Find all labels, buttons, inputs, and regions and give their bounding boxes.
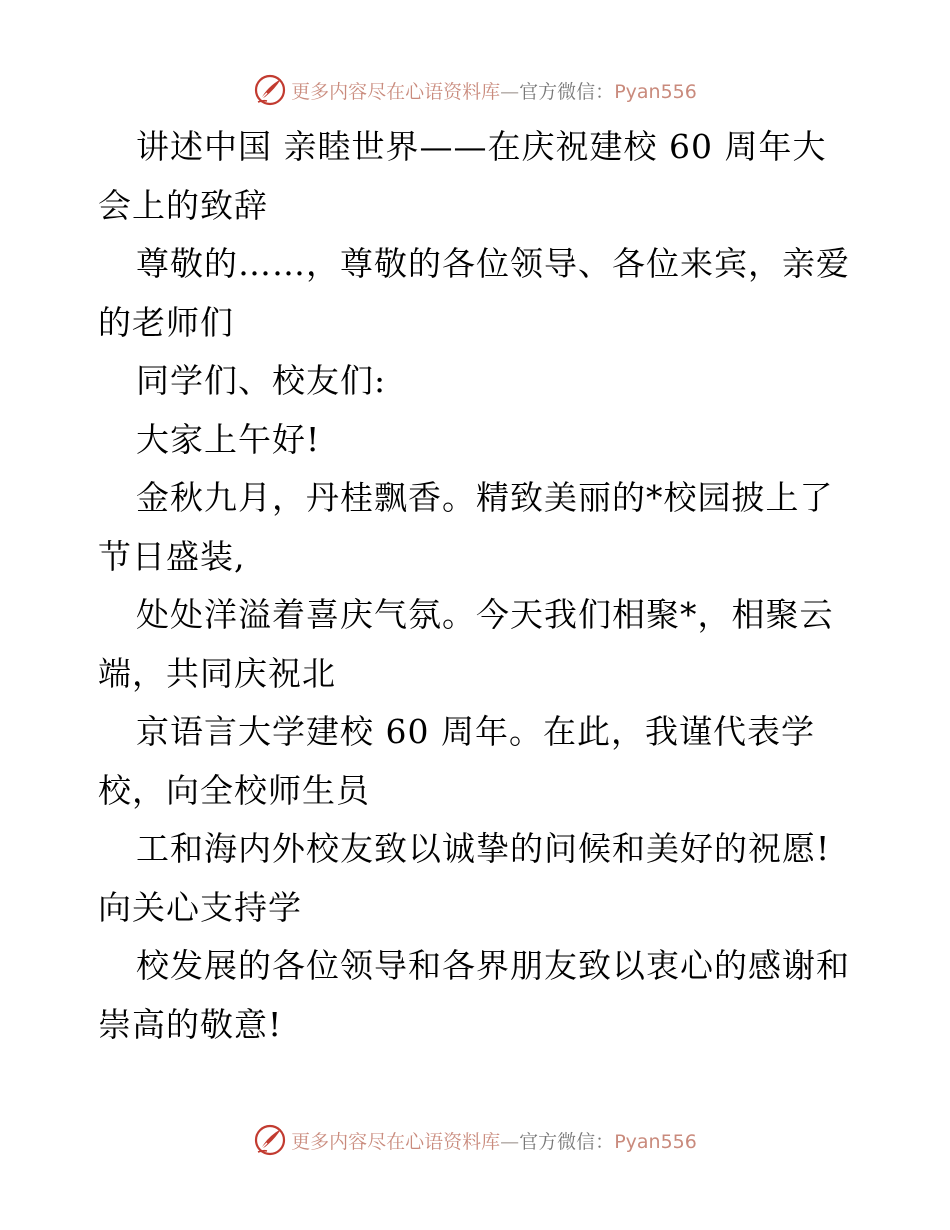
header-watermark xyxy=(0,70,950,110)
watermark-text xyxy=(291,1127,697,1154)
watermark-dash: — xyxy=(500,80,520,103)
watermark-site-name: 更多内容尽在心语资料库 xyxy=(291,1130,501,1153)
title-line: 会上的致辞 xyxy=(98,185,268,225)
quill-pen-logo-icon xyxy=(253,1123,287,1157)
watermark-wechat-id: Pyan556 xyxy=(614,80,697,103)
watermark-wechat-label: 官方微信： xyxy=(519,1130,615,1153)
paragraph-line: 工和海内外校友致以诚挚的问候和美好的祝愿! xyxy=(136,829,831,868)
paragraph-line: 京语言大学建校 60 周年。在此，我谨代表学 xyxy=(136,712,815,751)
footer-watermark xyxy=(0,1120,950,1160)
paragraph-line: 向关心支持学 xyxy=(98,887,302,927)
paragraph-line: 校，向全校师生员 xyxy=(98,770,370,810)
paragraph-line: 崇高的敬意! xyxy=(98,1004,283,1044)
paragraph-line: 端，共同庆祝北 xyxy=(98,653,336,693)
watermark-site-name: 更多内容尽在心语资料库 xyxy=(291,80,501,103)
salutation-line: 的老师们 xyxy=(98,302,234,342)
salutation-line: 同学们、校友们: xyxy=(136,361,387,400)
document-body xyxy=(98,118,858,1054)
watermark-dash: — xyxy=(500,1130,520,1153)
paragraph-line: 处处洋溢着喜庆气氛。今天我们相聚*，相聚云 xyxy=(136,595,834,634)
greeting-line: 大家上午好! xyxy=(136,419,321,459)
paragraph-line: 校发展的各位领导和各界朋友致以衷心的感谢和 xyxy=(136,946,850,985)
paragraph-line: 节日盛装, xyxy=(98,536,246,576)
paragraph-line: 金秋九月，丹桂飘香。精致美丽的*校园披上了 xyxy=(136,478,834,517)
watermark-wechat-id: Pyan556 xyxy=(614,1130,697,1153)
salutation-line: 尊敬的……，尊敬的各位领导、各位来宾，亲爱 xyxy=(136,244,850,283)
watermark-text xyxy=(291,77,697,104)
title-line: 讲述中国 亲睦世界——在庆祝建校 60 周年大 xyxy=(136,127,827,166)
watermark-wechat-label: 官方微信： xyxy=(519,80,615,103)
quill-pen-logo-icon xyxy=(253,73,287,107)
